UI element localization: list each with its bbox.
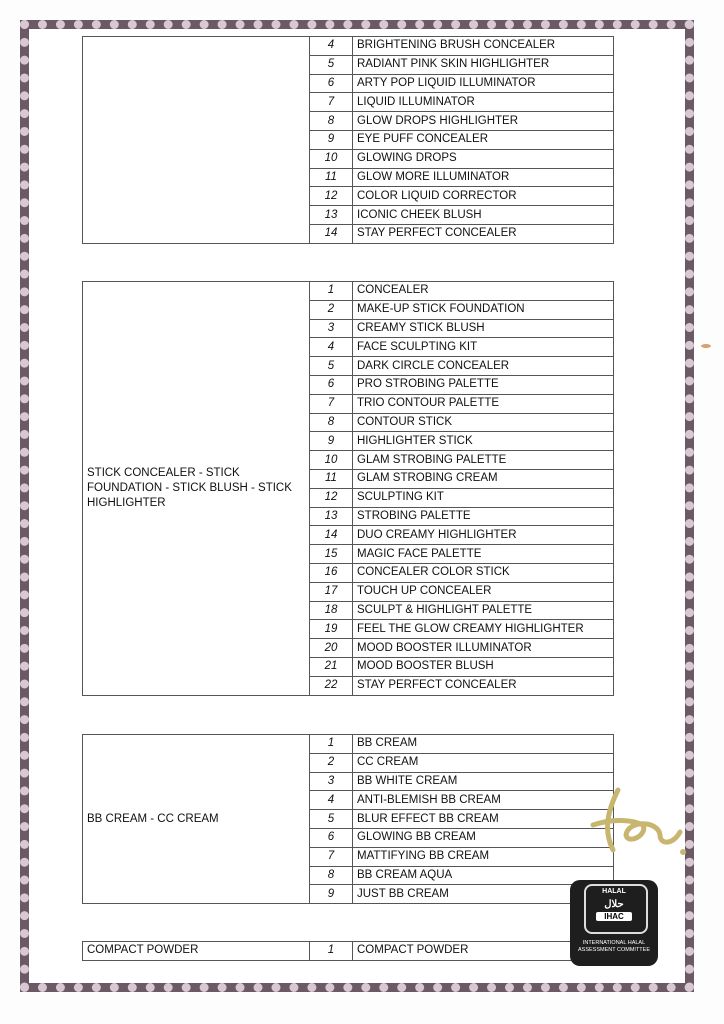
item-number: 8	[310, 866, 353, 885]
item-number: 17	[310, 582, 353, 601]
product-name: STAY PERFECT CONCEALER	[353, 676, 614, 695]
product-name: COMPACT POWDER	[353, 942, 614, 961]
product-name: GLOWING BB CREAM	[353, 828, 614, 847]
table-row	[83, 282, 614, 301]
product-name: FACE SCULPTING KIT	[353, 338, 614, 357]
product-name: ICONIC CHEEK BLUSH	[353, 206, 614, 225]
item-number: 10	[310, 451, 353, 470]
product-name: CONTOUR STICK	[353, 413, 614, 432]
item-number: 2	[310, 300, 353, 319]
product-name: CC CREAM	[353, 753, 614, 772]
item-number: 9	[310, 130, 353, 149]
item-number: 6	[310, 74, 353, 93]
product-name: DUO CREAMY HIGHLIGHTER	[353, 526, 614, 545]
item-number: 8	[310, 413, 353, 432]
product-group-table	[82, 734, 614, 904]
item-number: 4	[310, 791, 353, 810]
product-name: GLOWING DROPS	[353, 149, 614, 168]
product-name: MOOD BOOSTER ILLUMINATOR	[353, 639, 614, 658]
product-name: BB CREAM AQUA	[353, 866, 614, 885]
product-name: DARK CIRCLE CONCEALER	[353, 357, 614, 376]
item-number: 1	[310, 735, 353, 754]
item-number: 15	[310, 545, 353, 564]
item-number: 11	[310, 168, 353, 187]
category-cell	[83, 37, 310, 244]
table-row	[83, 942, 614, 961]
product-name: GLAM STROBING CREAM	[353, 469, 614, 488]
product-name: BB WHITE CREAM	[353, 772, 614, 791]
product-name: ARTY POP LIQUID ILLUMINATOR	[353, 74, 614, 93]
item-number: 11	[310, 469, 353, 488]
item-number: 5	[310, 357, 353, 376]
item-number: 5	[310, 810, 353, 829]
halal-certification-stamp	[570, 880, 658, 966]
item-number: 3	[310, 319, 353, 338]
product-name: GLAM STROBING PALETTE	[353, 451, 614, 470]
product-name: MAGIC FACE PALETTE	[353, 545, 614, 564]
handwritten-signature	[588, 780, 688, 870]
product-group-table	[82, 36, 614, 244]
product-name: GLOW MORE ILLUMINATOR	[353, 168, 614, 187]
item-number: 16	[310, 563, 353, 582]
product-name: COLOR LIQUID CORRECTOR	[353, 187, 614, 206]
item-number: 12	[310, 187, 353, 206]
item-number: 12	[310, 488, 353, 507]
product-name: HIGHLIGHTER STICK	[353, 432, 614, 451]
product-name: MOOD BOOSTER BLUSH	[353, 657, 614, 676]
product-name: STROBING PALETTE	[353, 507, 614, 526]
product-name: ANTI-BLEMISH BB CREAM	[353, 791, 614, 810]
product-name: FEEL THE GLOW CREAMY HIGHLIGHTER	[353, 620, 614, 639]
stamp-code: IHAC	[596, 912, 632, 921]
item-number: 7	[310, 93, 353, 112]
item-number: 13	[310, 206, 353, 225]
item-number: 18	[310, 601, 353, 620]
item-number: 9	[310, 432, 353, 451]
item-number: 4	[310, 338, 353, 357]
stamp-organization: INTERNATIONAL HALAL ASSESSMENT COMMITTEE	[577, 940, 651, 953]
item-number: 4	[310, 37, 353, 56]
item-number: 6	[310, 828, 353, 847]
stamp-halal-text: HALAL	[602, 888, 626, 895]
item-number: 14	[310, 526, 353, 545]
product-name: SCULPT & HIGHLIGHT PALETTE	[353, 601, 614, 620]
item-number: 9	[310, 885, 353, 904]
product-name: CONCEALER COLOR STICK	[353, 563, 614, 582]
product-group-table	[82, 281, 614, 696]
category-cell: COMPACT POWDER	[83, 942, 310, 961]
category-cell: STICK CONCEALER - STICK FOUNDATION - STICK BLUSH - STICK HIGHLIGHTER	[83, 282, 310, 696]
item-number: 1	[310, 942, 353, 961]
item-number: 22	[310, 676, 353, 695]
item-number: 2	[310, 753, 353, 772]
product-name: MATTIFYING BB CREAM	[353, 847, 614, 866]
product-name: LIQUID ILLUMINATOR	[353, 93, 614, 112]
product-name: RADIANT PINK SKIN HIGHLIGHTER	[353, 55, 614, 74]
product-name: EYE PUFF CONCEALER	[353, 130, 614, 149]
item-number: 13	[310, 507, 353, 526]
ink-smudge	[700, 343, 712, 349]
table-row	[83, 735, 614, 754]
category-cell: BB CREAM - CC CREAM	[83, 735, 310, 904]
item-number: 7	[310, 394, 353, 413]
product-name: TRIO CONTOUR PALETTE	[353, 394, 614, 413]
product-name: CREAMY STICK BLUSH	[353, 319, 614, 338]
item-number: 21	[310, 657, 353, 676]
product-name: GLOW DROPS HIGHLIGHTER	[353, 112, 614, 131]
item-number: 14	[310, 224, 353, 243]
product-name: PRO STROBING PALETTE	[353, 375, 614, 394]
stamp-arabic-text: حلال	[604, 899, 624, 910]
product-name: BLUR EFFECT BB CREAM	[353, 810, 614, 829]
product-name: JUST BB CREAM	[353, 885, 614, 904]
item-number: 1	[310, 282, 353, 301]
product-name: SCULPTING KIT	[353, 488, 614, 507]
product-name: BRIGHTENING BRUSH CONCEALER	[353, 37, 614, 56]
product-name: TOUCH UP CONCEALER	[353, 582, 614, 601]
product-name: CONCEALER	[353, 282, 614, 301]
product-name: MAKE-UP STICK FOUNDATION	[353, 300, 614, 319]
table-row	[83, 37, 614, 56]
item-number: 19	[310, 620, 353, 639]
item-number: 7	[310, 847, 353, 866]
product-name: STAY PERFECT CONCEALER	[353, 224, 614, 243]
item-number: 5	[310, 55, 353, 74]
item-number: 10	[310, 149, 353, 168]
product-group-table	[82, 941, 614, 961]
item-number: 6	[310, 375, 353, 394]
item-number: 20	[310, 639, 353, 658]
product-name: BB CREAM	[353, 735, 614, 754]
item-number: 8	[310, 112, 353, 131]
item-number: 3	[310, 772, 353, 791]
